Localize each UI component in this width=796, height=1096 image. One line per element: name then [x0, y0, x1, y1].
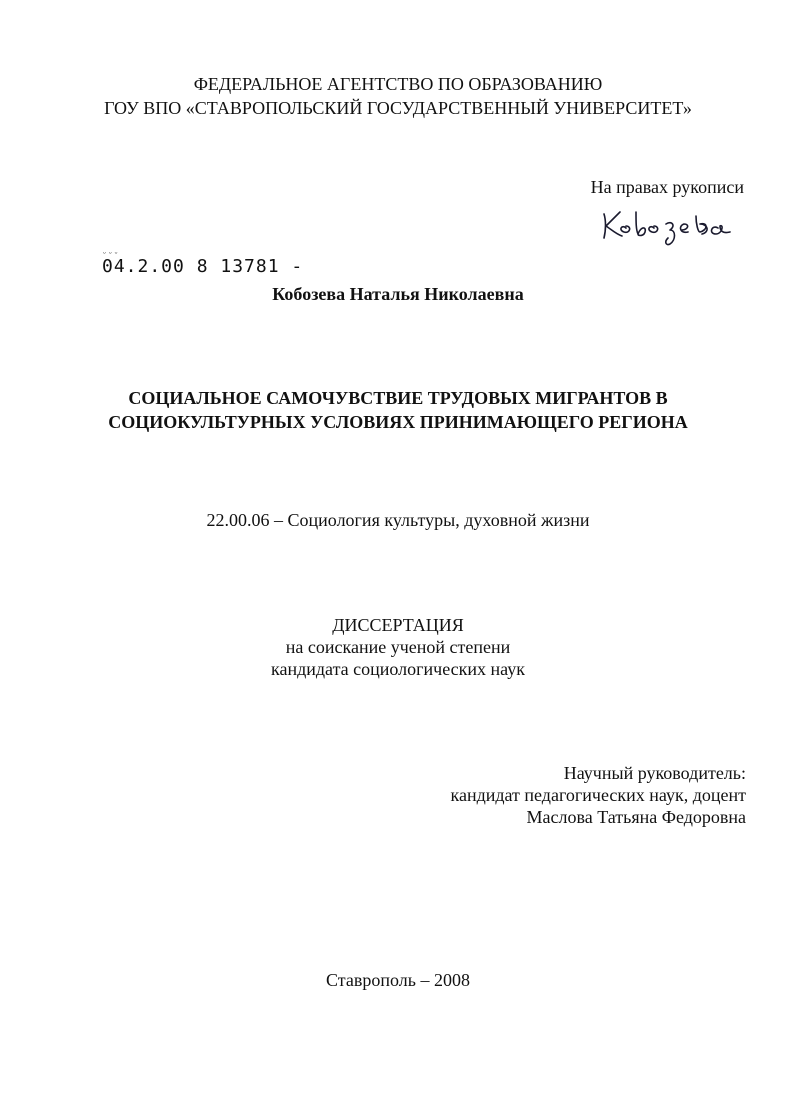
- specialty-code: 22.00.06 – Социология культуры, духовной жизни: [206, 510, 590, 530]
- degree-line-2: кандидата социологических наук: [271, 659, 525, 679]
- document-type-label: ДИССЕРТАЦИЯ: [332, 615, 464, 635]
- advisor-label: Научный руководитель:: [563, 763, 746, 783]
- advisor-degree: кандидат педагогических наук, доцент: [450, 785, 746, 805]
- author-signature: [596, 200, 746, 248]
- dissertation-title: [0, 386, 796, 434]
- degree-line-1: на соискание ученой степени: [285, 637, 511, 657]
- document-type-block: [0, 614, 796, 680]
- stamp-marks: ᵕᵕᵕ: [102, 249, 120, 258]
- author-name: Кобозева Наталья Николаевна: [272, 284, 524, 304]
- title-line-2: СОЦИОКУЛЬТУРНЫХ УСЛОВИЯХ ПРИНИМАЮЩЕГО РЕГИОНА: [108, 412, 688, 432]
- stamp-code: 04.2.00 8 13781 -: [102, 256, 304, 277]
- advisor-name: Маслова Татьяна Федоровна: [526, 807, 746, 827]
- advisor-block: [450, 762, 746, 828]
- header-block: [0, 72, 796, 120]
- city-year: Ставрополь – 2008: [326, 970, 470, 990]
- title-line-1: СОЦИАЛЬНОЕ САМОЧУВСТВИЕ ТРУДОВЫХ МИГРАНТОВ В: [128, 388, 668, 408]
- university-name: ГОУ ВПО «СТАВРОПОЛЬСКИЙ ГОСУДАРСТВЕННЫЙ УНИВЕРСИТЕТ»: [104, 98, 692, 118]
- manuscript-note: На правах рукописи: [590, 177, 744, 197]
- agency-name: ФЕДЕРАЛЬНОЕ АГЕНТСТВО ПО ОБРАЗОВАНИЮ: [193, 74, 603, 94]
